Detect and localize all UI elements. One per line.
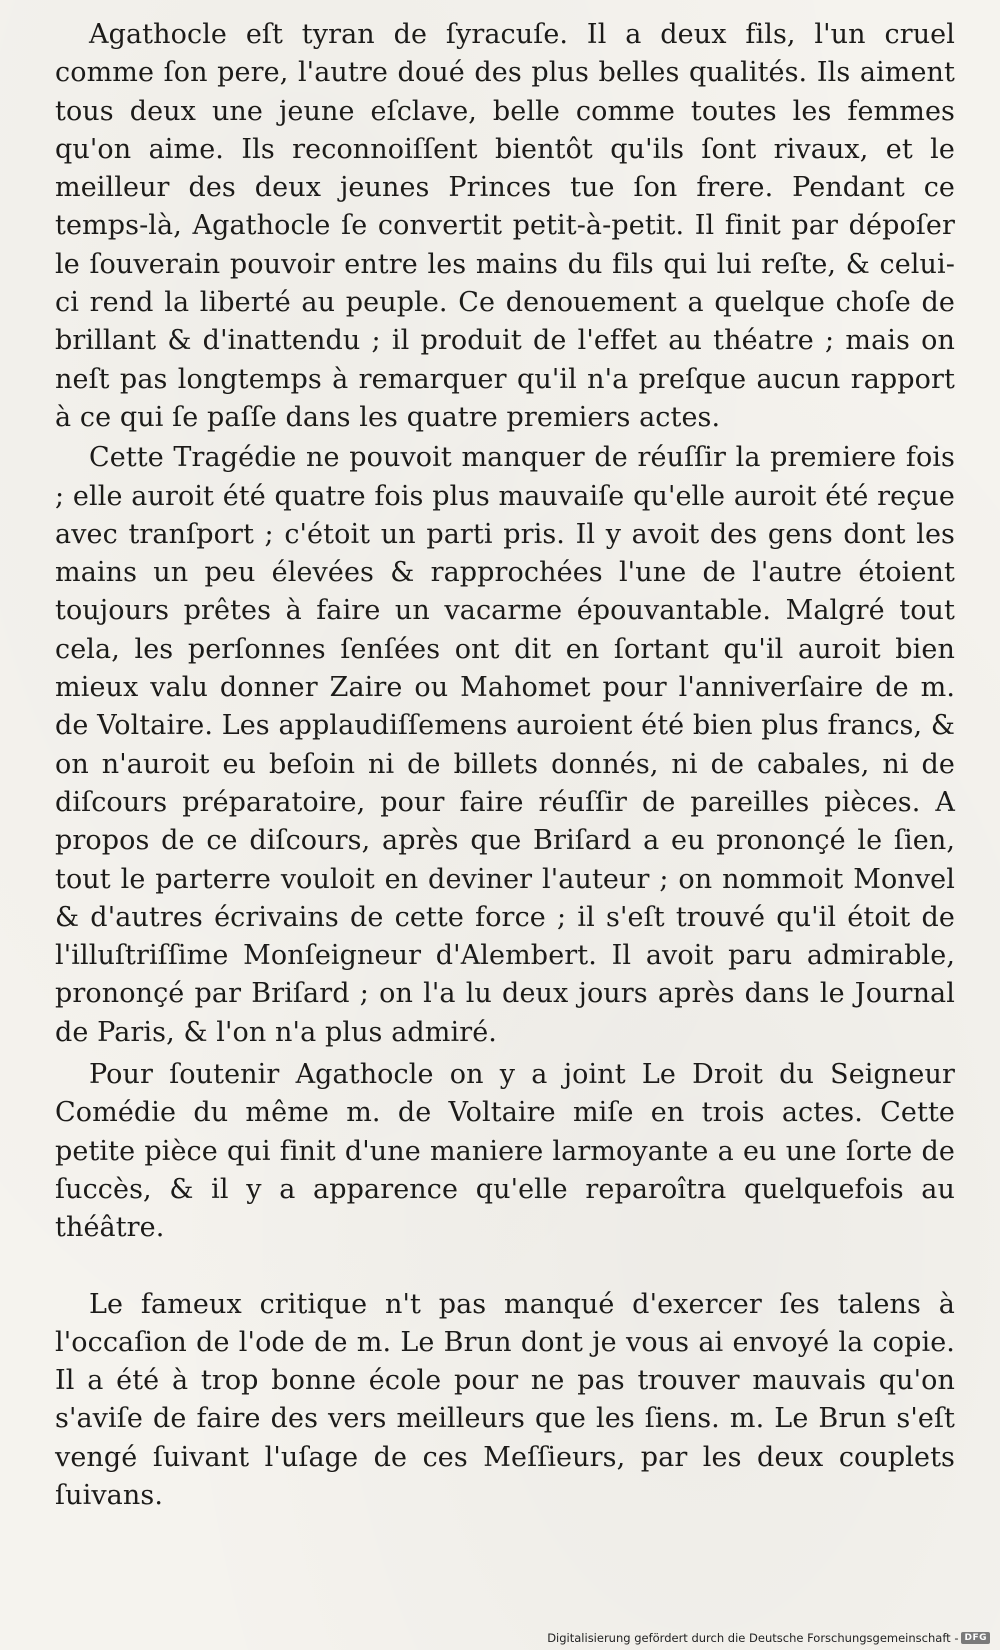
paragraph-3: Pour ſoutenir Agathocle on y a joint Le Droit du Seigneur Comédie du même m. de Voltaire miſe en trois actes. Cette petite pièce qui finit d'une maniere larmoyante a eu une ſorte de ſuccès, & il y a apparence qu'elle reparoîtra quelquefois au théâtre. <box>55 1059 955 1244</box>
page-text <box>55 16 955 1515</box>
digitization-credit <box>547 1631 990 1645</box>
paragraph-2: Cette Tragédie ne pouvoit manquer de réuſſir la premiere fois ; elle auroit été quatre fois plus mauvaiſe qu'elle auroit été reçue avec tranſport ; c'étoit un parti pris. Il y avoit des gens dont les mains un peu élevées & rapprochées l'une de l'autre étoient toujours prêtes à faire un vacarme épouvantable. Malgré tout cela, les perſonnes ſenſées ont dit en ſortant qu'il auroit bien mieux valu donner Zaire ou Mahomet pour l'anniverſaire de m. de Voltaire. Les applaudiſſemens auroient été bien plus francs, & on n'auroit eu beſoin ni de billets donnés, ni de cabales, ni de diſcours préparatoire, pour faire réuſſir de pareilles pièces. A propos de ce diſcours, après que Briſard a eu prononçé le ſien, tout le parterre vouloit en deviner l'auteur ; on nommoit Monvel & d'autres écrivains de cette force ; il s'eſt trouvé qu'il étoit de l'illuſtriſſime Monſeigneur d'Alembert. Il avoit paru admirable, prononçé par Briſard ; on l'a lu deux jours après dans le Journal de Paris, & l'on n'a plus admiré. <box>55 442 955 1048</box>
paragraph-4: Le fameux critique n't pas manqué d'exercer ſes talens à l'occaſion de l'ode de m. Le Brun dont je vous ai envoyé la copie. Il a été à trop bonne école pour ne pas trouver mauvais qu'on s'aviſe de faire des vers meilleurs que les ſiens. m. Le Brun s'eſt vengé ſuivant l'uſage de ces Meſſieurs, par les deux couplets ſuivans. <box>55 1288 955 1511</box>
dfg-logo-icon: DFG <box>961 1632 990 1644</box>
paragraph-1: Agathocle eſt tyran de ſyracuſe. Il a deux fils, l'un cruel comme ſon pere, l'autre doué des plus belles qualités. Ils aiment tous deux une jeune eſclave, belle comme toutes les femmes qu'on aime. Ils reconnoiſſent bientôt qu'ils ſont rivaux, et le meilleur des deux jeunes Princes tue ſon frere. Pendant ce temps-là, Agathocle ſe convertit petit-à-petit. Il finit par dépoſer le ſouverain pouvoir entre les mains du fils qui lui reſte, & celui-ci rend la liberté au peuple. Ce denouement a quelque choſe de brillant & d'inattendu ; il produit de l'effet au théatre ; mais on neſt pas longtemps à remarquer qu'il n'a preſque aucun rapport à ce qui ſe paſſe dans les quatre premiers actes. <box>55 19 955 433</box>
credit-text: Digitalisierung gefördert durch die Deutsche Forschungsgemeinschaft - <box>547 1631 959 1645</box>
